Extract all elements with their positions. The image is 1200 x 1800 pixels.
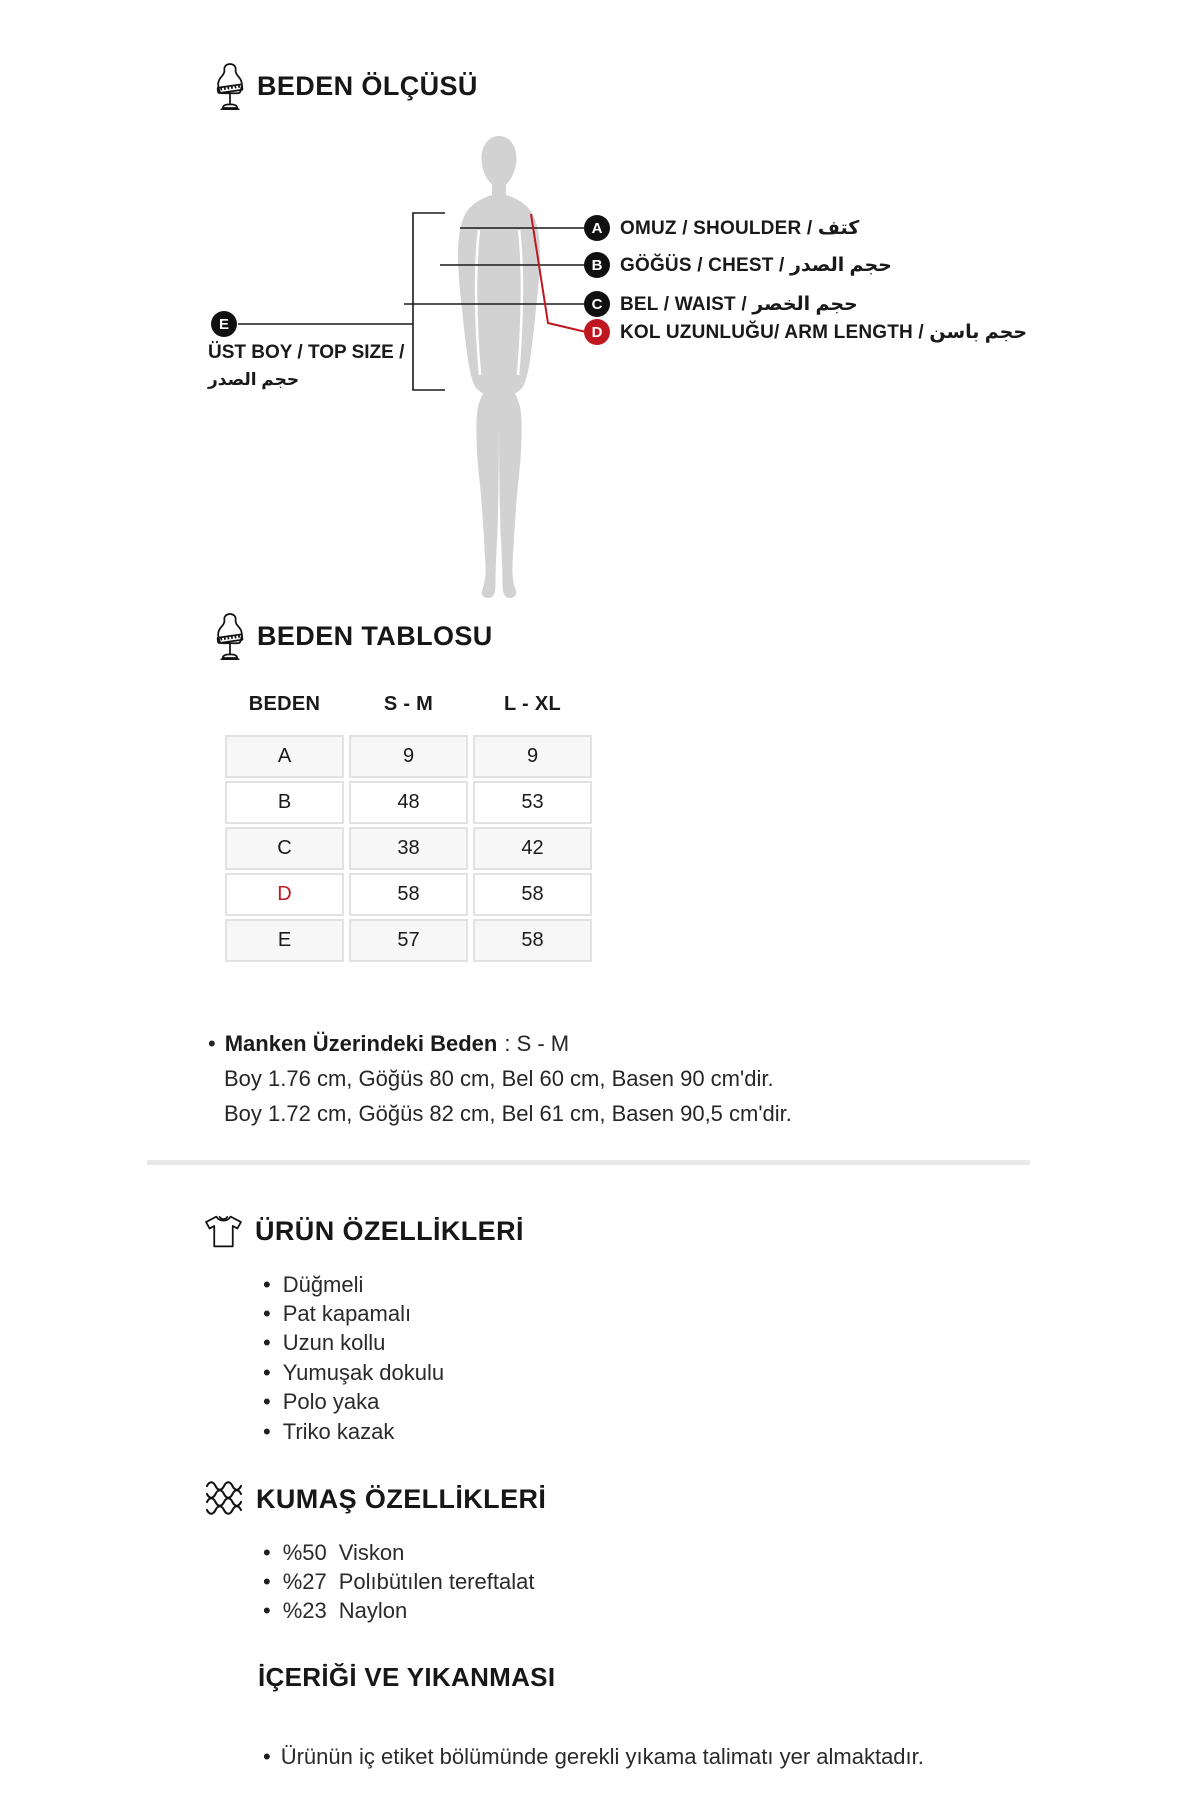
fabric-percent: • %50 — [282, 1539, 327, 1565]
col-header-beden: BEDEN — [248, 692, 321, 715]
fabric-features-list — [263, 1538, 534, 1626]
fabric-item — [263, 1597, 534, 1626]
fabric-percent: • %23 — [282, 1598, 327, 1624]
model-size-value: : S - M — [504, 1031, 570, 1056]
fabric-item — [263, 1538, 534, 1567]
measure-label-c: BEL / WAIST / حجم الخصر — [620, 293, 858, 315]
measure-label-b: GÖĞÜS / CHEST / حجم الصدر — [620, 254, 892, 276]
measure-label-e-arabic: حجم الصدر — [208, 370, 300, 389]
table-row-b-sm: 48 — [349, 781, 468, 824]
fabric-weave-icon — [205, 1479, 243, 1519]
size-guide-header — [216, 62, 478, 110]
table-row-a-lxl: 9 — [473, 735, 592, 778]
measure-label-e: ÜST BOY / TOP SIZE / — [208, 342, 405, 363]
care-item: • Ürünün iç etiket bölümünde gerekli yıkama talimatı yer almaktadır. — [263, 1742, 963, 1771]
model-size-note — [208, 1026, 792, 1131]
col-header-sm: S - M — [383, 692, 434, 715]
table-row-b-key: B — [225, 781, 344, 824]
feature-item: • Uzun kollu — [263, 1329, 444, 1358]
measure-point-a: A — [584, 215, 610, 241]
fabric-features-header — [205, 1475, 546, 1523]
model-size-label: Manken Üzerindeki Beden — [224, 1031, 498, 1056]
mannequin-icon — [216, 613, 244, 660]
feature-item: • Pat kapamalı — [263, 1299, 444, 1328]
female-silhouette — [458, 136, 540, 598]
care-list — [263, 1742, 963, 1771]
table-row-b-lxl: 53 — [473, 781, 592, 824]
mannequin-icon — [216, 63, 244, 110]
fabric-item — [263, 1567, 534, 1596]
size-table-header — [216, 612, 493, 660]
table-row-e-lxl: 58 — [473, 919, 592, 962]
product-features-list — [263, 1270, 444, 1446]
product-features-title: ÜRÜN ÖZELLİKLERİ — [255, 1215, 524, 1246]
measure-point-e: E — [211, 311, 237, 337]
top-size-bracket — [413, 213, 445, 390]
model-measurements-2: Boy 1.72 cm, Göğüs 82 cm, Bel 61 cm, Basen 90,5 cm'dir. — [224, 1101, 792, 1126]
care-title: İÇERİĞİ VE YIKANMASI — [258, 1662, 556, 1692]
table-row-c-lxl: 42 — [473, 827, 592, 870]
fabric-percent: • %27 — [282, 1569, 327, 1595]
table-row-a-sm: 9 — [349, 735, 468, 778]
feature-item: • Polo yaka — [263, 1388, 444, 1417]
measure-point-b: B — [584, 252, 610, 278]
feature-item: • Triko kazak — [263, 1417, 444, 1446]
tshirt-icon — [205, 1215, 242, 1248]
measure-label-a: OMUZ / SHOULDER / كتف — [620, 217, 860, 239]
table-row-d-key: D — [225, 873, 344, 916]
leader-d-arm — [531, 214, 586, 332]
fabric-features-title: KUMAŞ ÖZELLİKLERİ — [256, 1483, 547, 1514]
table-row-e-sm: 57 — [349, 919, 468, 962]
measure-point-d: D — [584, 319, 610, 345]
col-header-lxl: L - XL — [504, 692, 561, 715]
fabric-name: Viskon — [338, 1539, 405, 1565]
size-table-columns — [225, 688, 592, 720]
fabric-name: Polıbütılen tereftalat — [338, 1569, 535, 1595]
fabric-name: Naylon — [338, 1598, 408, 1624]
table-row-c-sm: 38 — [349, 827, 468, 870]
measure-point-c: C — [584, 291, 610, 317]
body-diagram — [140, 118, 1040, 623]
table-row-d-sm: 58 — [349, 873, 468, 916]
table-row-a-key: A — [225, 735, 344, 778]
measure-label-d: KOL UZUNLUĞU/ ARM LENGTH / حجم باسن — [620, 321, 1028, 343]
feature-item: • Düğmeli — [263, 1270, 444, 1299]
feature-item: • Yumuşak dokulu — [263, 1358, 444, 1387]
table-row-e-key: E — [225, 919, 344, 962]
model-measurements-1: Boy 1.76 cm, Göğüs 80 cm, Bel 60 cm, Basen 90 cm'dir. — [224, 1066, 774, 1091]
table-row-c-key: C — [225, 827, 344, 870]
section-divider — [147, 1160, 1030, 1165]
model-size-line — [208, 1026, 792, 1061]
size-table — [225, 735, 592, 962]
product-features-header — [205, 1207, 524, 1255]
size-guide-title: BEDEN ÖLÇÜSÜ — [257, 70, 478, 101]
table-row-d-lxl: 58 — [473, 873, 592, 916]
size-table-title: BEDEN TABLOSU — [257, 620, 493, 651]
